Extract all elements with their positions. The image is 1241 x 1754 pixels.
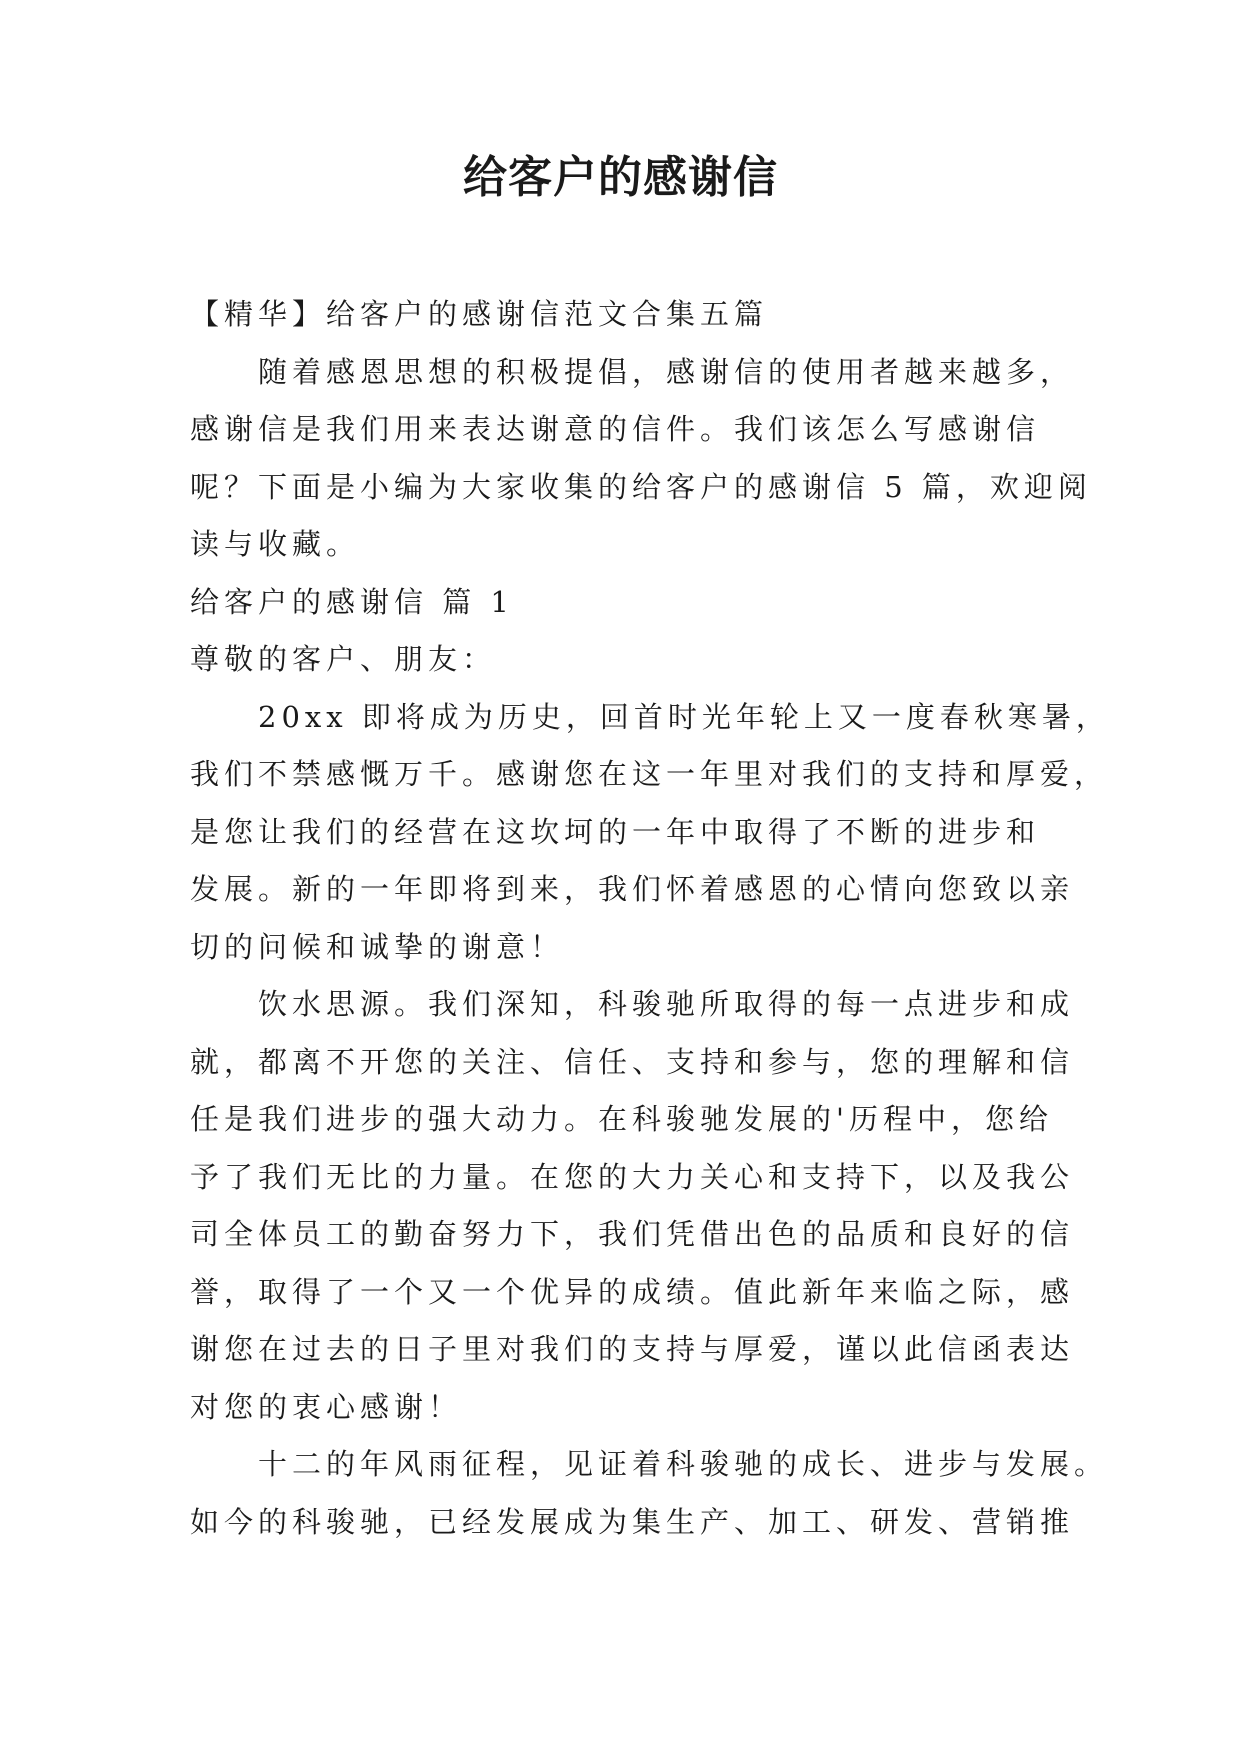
text-line: 呢？下面是小编为大家收集的给客户的感谢信 5 篇，欢迎阅	[190, 469, 1092, 504]
text-line: 司全体员工的勤奋努力下，我们凭借出色的品质和良好的信	[190, 1217, 1075, 1251]
text-line: 随着感恩思想的积极提倡，感谢信的使用者越来越多，	[258, 354, 1075, 389]
text-line: 誉，取得了一个又一个优异的成绩。值此新年来临之际，感	[190, 1274, 1075, 1309]
text-line: 如今的科骏驰，已经发展成为集生产、加工、研发、营销推	[190, 1504, 1075, 1539]
text-line: 予了我们无比的力量。在您的大力关心和支持下，以及我公	[190, 1159, 1075, 1194]
text-line: 读与收藏。	[190, 527, 361, 561]
text-line: 感谢信是我们用来表达谢意的信件。我们该怎么写感谢信	[190, 412, 1041, 446]
text-line: 切的问候和诚挚的谢意！	[190, 929, 565, 964]
text-line: 任是我们进步的强大动力。在科骏驰发展的'历程中，您给	[190, 1102, 1053, 1136]
document-body	[190, 286, 1110, 1551]
text-line: 十二的年风雨征程，见证着科骏驰的成长、进步与发展。	[258, 1447, 1109, 1481]
text-line: 饮水思源。我们深知，科骏驰所取得的每一点进步和成	[258, 987, 1075, 1021]
text-line: 就，都离不开您的关注、信任、支持和参与，您的理解和信	[190, 1044, 1075, 1079]
document-title: 给客户的感谢信	[463, 152, 778, 203]
text-line: 谢您在过去的日子里对我们的支持与厚爱，谨以此信函表达	[190, 1332, 1075, 1366]
text-line: 20xx 即将成为历史，回首时光年轮上又一度春秋寒暑，	[258, 699, 1110, 734]
text-line: 对您的衷心感谢！	[190, 1389, 463, 1424]
text-line: 是您让我们的经营在这坎坷的一年中取得了不断的进步和	[190, 814, 1041, 849]
text-line: 我们不禁感慨万千。感谢您在这一年里对我们的支持和厚爱，	[190, 757, 1109, 791]
text-line: 发展。新的一年即将到来，我们怀着感恩的心情向您致以亲	[190, 872, 1075, 906]
salutation: 尊敬的客户、朋友：	[190, 642, 497, 676]
text-line: 【精华】给客户的感谢信范文合集五篇	[190, 297, 769, 331]
section-heading: 给客户的感谢信 篇 1	[190, 584, 514, 619]
